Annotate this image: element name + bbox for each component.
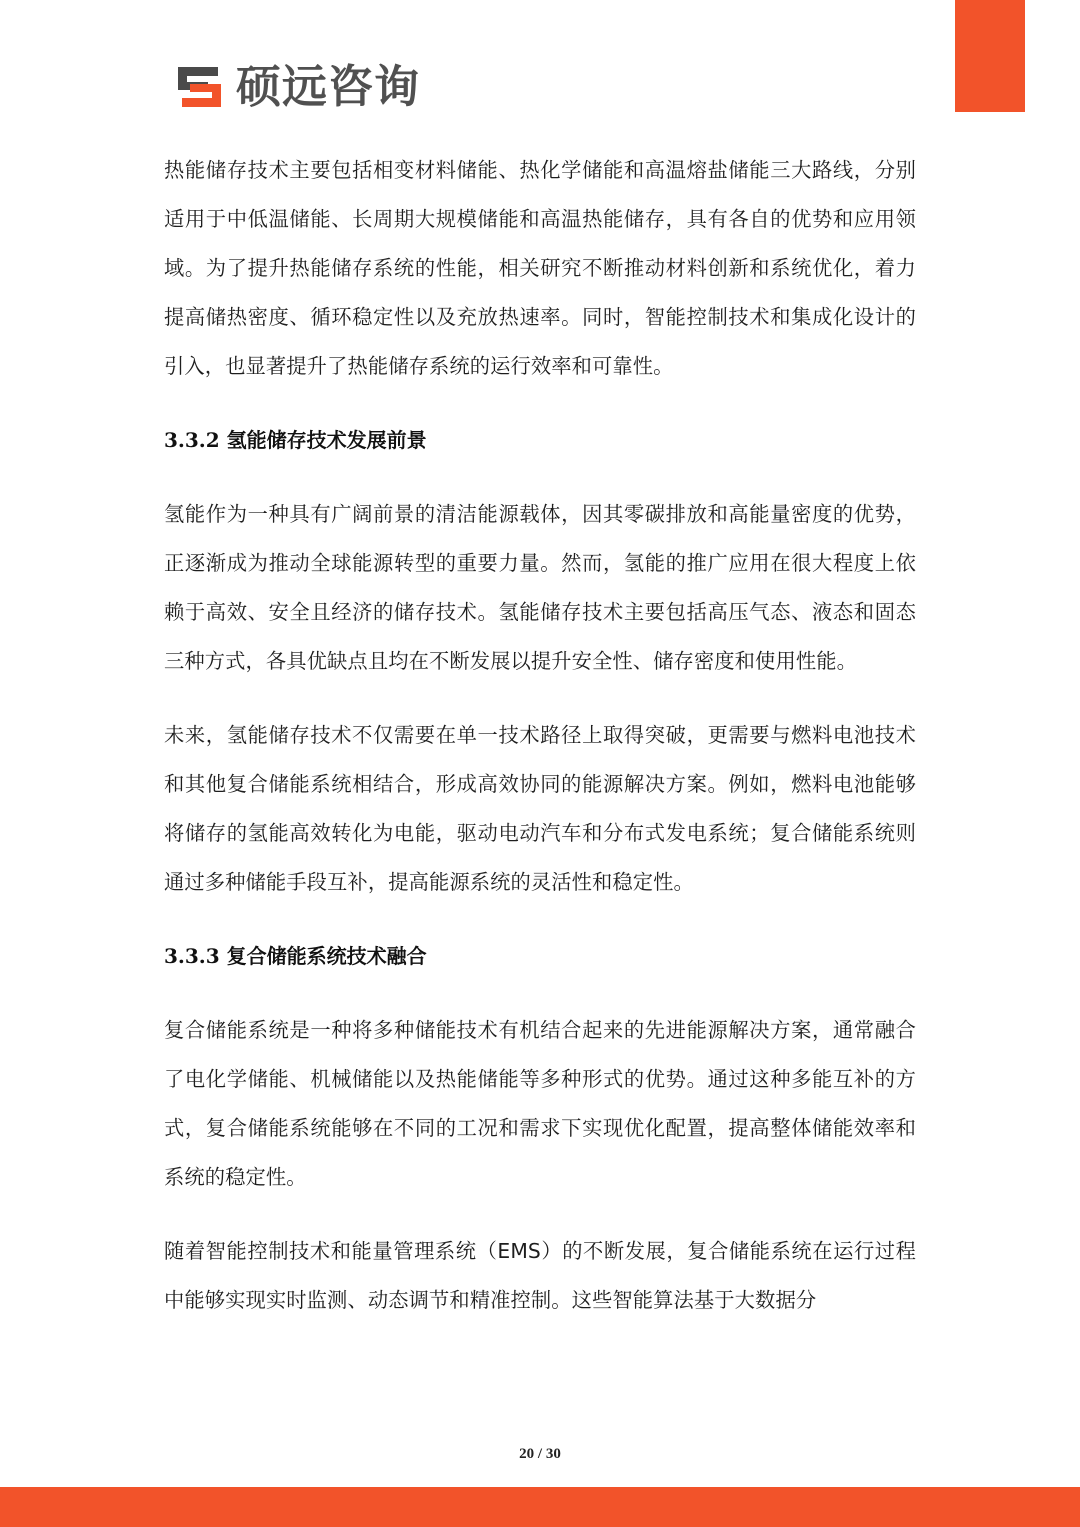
- page-number: 20 / 30: [519, 1446, 561, 1462]
- logo-text: 硕远咨询: [236, 60, 421, 113]
- paragraph-ems-control: 随着智能控制技术和能量管理系统（EMS）的不断发展，复合储能系统在运行过程中能够实现实时监测、动态调节和精准控制。这些智能算法基于大数据分: [164, 1239, 916, 1312]
- section-heading-3-3-3: 3.3.3 复合储能系统技术融合: [164, 944, 427, 968]
- footer-accent-bar: [0, 1487, 1080, 1527]
- corner-accent-tab: [955, 0, 1025, 112]
- section-heading-3-3-2: 3.3.2 氢能储存技术发展前景: [164, 428, 427, 452]
- paragraph-thermal-storage: 热能储存技术主要包括相变材料储能、热化学储能和高温熔盐储能三大路线，分别适用于中低温储能、长周期大规模储能和高温热能储存，具有各自的优势和应用领域。为了提升热能储存系统的性能，相关研究不断推动材料创新和系统优化，着力提高储热密度、循环稳定性以及充放热速率。同时，智能控制技术和集成化设计的引入，也显著提升了热能储存系统的运行效率和可靠性。: [164, 158, 916, 378]
- company-logo: [176, 62, 420, 112]
- paragraph-hydrogen-future: 未来，氢能储存技术不仅需要在单一技术路径上取得突破，更需要与燃料电池技术和其他复合储能系统相结合，形成高效协同的能源解决方案。例如，燃料电池能够将储存的氢能高效转化为电能，驱动电动汽车和分布式发电系统；复合储能系统则通过多种储能手段互补，提高能源系统的灵活性和稳定性。: [164, 723, 916, 894]
- paragraph-hybrid-storage: 复合储能系统是一种将多种储能技术有机结合起来的先进能源解决方案，通常融合了电化学储能、机械储能以及热能储能等多种形式的优势。通过这种多能互补的方式，复合储能系统能够在不同的工况和需求下实现优化配置，提高整体储能效率和系统的稳定性。: [164, 1018, 916, 1189]
- paragraph-hydrogen-overview: 氢能作为一种具有广阔前景的清洁能源载体，因其零碳排放和高能量密度的优势，正逐渐成为推动全球能源转型的重要力量。然而，氢能的推广应用在很大程度上依赖于高效、安全且经济的储存技术。氢能储存技术主要包括高压气态、液态和固态三种方式，各具优缺点且均在不断发展以提升安全性、储存密度和使用性能。: [164, 502, 916, 673]
- logo-mark-icon: [176, 64, 226, 110]
- document-body: [164, 146, 916, 1325]
